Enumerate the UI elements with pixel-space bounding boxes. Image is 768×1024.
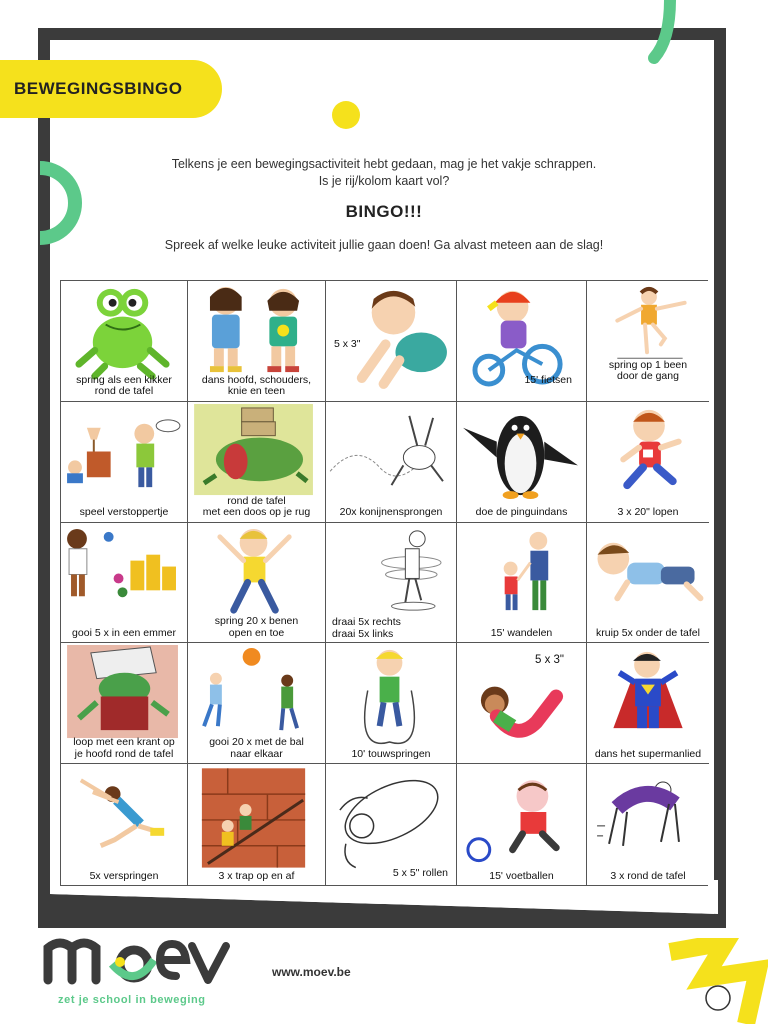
v-sit-icon [457, 643, 586, 763]
cell-caption: 10' touwspringen [351, 747, 431, 760]
jump-rope-icon [326, 643, 456, 763]
throw-bucket-icon [61, 523, 187, 643]
bear-crawl-icon [587, 764, 709, 885]
bingo-cell[interactable] [457, 764, 587, 885]
bingo-cell[interactable] [61, 523, 188, 644]
bingo-cell[interactable] [587, 764, 709, 885]
bingo-cell[interactable] [587, 402, 709, 523]
bingo-cell[interactable] [188, 764, 326, 885]
hide-and-seek-icon [61, 402, 187, 522]
title-banner [0, 60, 222, 118]
cell-caption: doe de pinguindans [475, 506, 568, 519]
intro-line-1: Telkens je een bewegingsactiviteit hebt gedaan, mag je het vakje schrappen. [171, 157, 597, 171]
bingo-cell[interactable] [457, 523, 587, 644]
cell-caption: spring als een kikker rond de tafel [76, 373, 172, 398]
cell-caption: spring op 1 been door de gang [608, 358, 688, 383]
one-leg-jump-icon [587, 281, 709, 401]
bingo-cell[interactable] [61, 281, 188, 402]
cell-caption: 5 x 5" rollen [392, 866, 448, 879]
bingo-cell[interactable] [587, 523, 709, 644]
superman-icon [587, 643, 709, 763]
cell-caption: 5 x 3" [334, 338, 361, 350]
cell-caption: gooi 20 x met de bal naar elkaar [209, 736, 304, 760]
bingo-cell[interactable] [61, 402, 188, 523]
cell-caption: spring 20 x benen open en toe [214, 615, 299, 639]
cell-caption: dans het supermanlied [594, 747, 702, 760]
call-to-action: Spreek af welke leuke activiteit jullie gaan doen! Ga alvast meteen aan de slag! [164, 238, 604, 252]
bingo-cell[interactable] [188, 281, 326, 402]
stairs-icon [188, 764, 325, 885]
cell-caption: gooi 5 x in een emmer [72, 626, 176, 639]
bingo-cell[interactable] [188, 402, 326, 523]
penguin-icon [457, 402, 586, 522]
bunny-jump-icon [326, 402, 456, 522]
cell-caption: loop met een krant op je hoofd rond de tafel [73, 736, 175, 760]
frame-top [38, 28, 726, 40]
bingo-cell[interactable] [326, 281, 457, 402]
cell-caption: 15' fietsen [524, 374, 572, 387]
cell-caption: 15' voetballen [489, 869, 554, 882]
bingo-cell[interactable] [61, 643, 188, 764]
cell-caption: 3 x trap op en af [218, 869, 295, 882]
website-link[interactable]: www.moev.be [272, 965, 351, 979]
bingo-cell[interactable] [587, 643, 709, 764]
bingo-cell[interactable] [457, 643, 587, 764]
bingo-cell[interactable] [457, 281, 587, 402]
frame-bottom [38, 880, 726, 928]
long-jump-icon [61, 764, 187, 885]
cell-caption: kruip 5x onder de tafel [596, 626, 700, 639]
cell-caption: 20x konijnensprongen [339, 506, 443, 519]
cell-caption: speel verstoppertje [79, 506, 169, 519]
cell-caption: 3 x rond de tafel [610, 869, 686, 882]
cell-caption: 3 x 20" lopen [617, 506, 679, 519]
bingo-cell[interactable] [188, 523, 326, 644]
bingo-heading: BINGO!!! [345, 202, 423, 221]
cell-caption: 15' wandelen [490, 626, 553, 639]
bingo-cell[interactable] [587, 281, 709, 402]
cell-caption: 5 x 3" [534, 654, 564, 667]
intro-line-2: Is je rij/kolom kaart vol? [318, 174, 450, 188]
bingo-cell[interactable] [326, 643, 457, 764]
bingo-cell[interactable] [457, 402, 587, 523]
cell-caption: 5x verspringen [89, 869, 159, 882]
frame-right [714, 28, 726, 928]
walking-family-icon [457, 523, 586, 643]
yellow-zigzag [666, 938, 768, 1024]
cell-caption: dans hoofd, schouders, knie en teen [201, 373, 312, 398]
crawling-boy-icon [587, 523, 709, 643]
bingo-cell[interactable] [326, 523, 457, 644]
football-icon [457, 764, 586, 885]
cell-caption: rond de tafel met een doos op je rug [202, 494, 311, 519]
banner-title: BEWEGINGSBINGO [14, 79, 183, 98]
bingo-cell[interactable] [326, 764, 457, 885]
bingo-cell[interactable] [188, 643, 326, 764]
yellow-dot [330, 100, 362, 132]
running-boy-icon [587, 402, 709, 522]
cell-caption: draai 5x rechts draai 5x links [332, 616, 401, 640]
moev-logo [42, 930, 242, 990]
green-arc-top [640, 0, 690, 64]
bingo-grid [60, 280, 708, 886]
intro-text [60, 156, 708, 190]
bingo-cell[interactable] [61, 764, 188, 885]
bingo-cell[interactable] [326, 402, 457, 523]
tagline: zet je school in beweging [58, 994, 206, 1006]
